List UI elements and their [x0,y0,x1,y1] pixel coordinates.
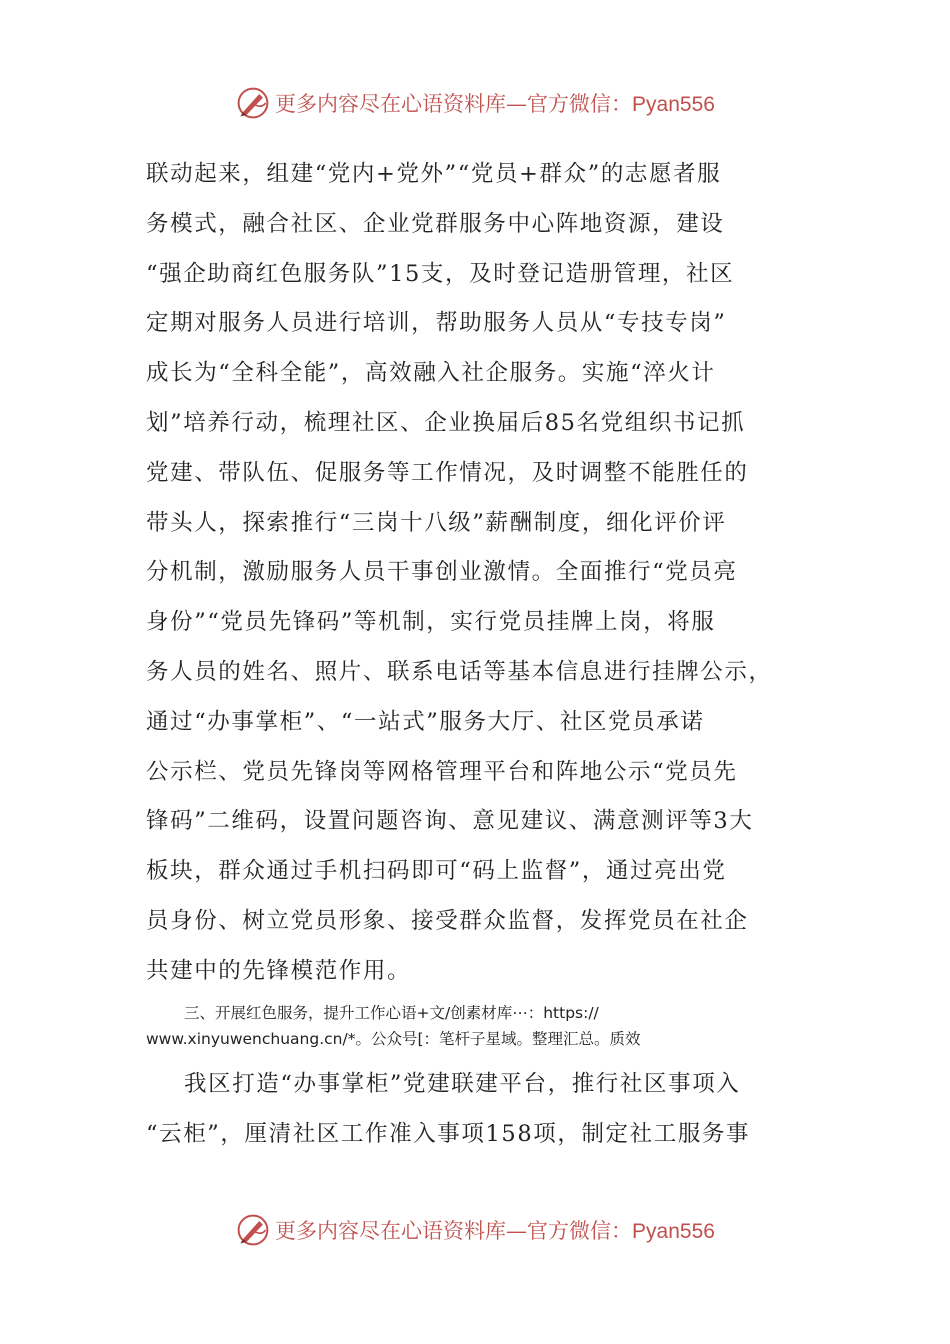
text-line: 板块，群众通过手机扫码即可“码上监督”，通过亮出党 [146,858,727,885]
header-banner [0,83,950,123]
text-line: 锋码”二维码，设置问题咨询、意见建议、满意测评等3大 [146,808,754,835]
text-line: 务人员的姓名、照片、联系电话等基本信息进行挂牌公示， [146,658,773,685]
text-line: 公示栏、党员先锋岗等网格管理平台和阵地公示“党员先 [146,758,738,785]
banner-text: 更多内容尽在心语资料库—官方微信：Pyan556 [275,92,715,116]
text-line: 我区打造“办事掌柜”党建联建平台，推行社区事项入 [184,1071,741,1097]
text-line: 务模式，融合社区、企业党群服务中心阵地资源，建设 [146,210,725,237]
text-line: 定期对服务人员进行培训，帮助服务人员从“专技专岗” [146,310,727,337]
pen-logo-icon [235,1212,271,1248]
text-line: “云柜”，厘清社区工作准入事项158项，制定社工服务事 [146,1120,751,1147]
text-line: 通过“办事掌柜”、“一站式”服务大厅、社区党员承诺 [146,708,705,735]
wechat-id: Pyan556 [632,93,715,116]
text-line: 共建中的先锋模范作用。 [146,957,412,984]
footer-banner [0,1210,950,1250]
heading-line-1: 三、开展红色服务，提升工作心语+文/创素材库⋯：https:// [184,1004,599,1022]
text-line: 成长为“全科全能”，高效融入社企服务。实施“淬火计 [146,360,716,387]
paragraph-1 [146,150,826,997]
text-line: 党建、带队伍、促服务等工作情况，及时调整不能胜任的 [146,459,749,486]
text-line: 划”培养行动，梳理社区、企业换届后85名党组织书记抓 [146,409,746,436]
text-line: “强企助商红色服务队”15支，及时登记造册管理，社区 [146,260,735,287]
text-line: 联动起来，组建“党内+党外”“党员+群众”的志愿者服 [146,161,722,187]
paragraph-2 [146,1060,836,1160]
text-line: 分机制，激励服务人员干事创业激情。全面推行“党员亮 [146,559,738,586]
pen-logo-icon [235,85,271,121]
text-line: 带头人，探索推行“三岗十八级”薪酬制度，细化评价评 [146,509,727,536]
banner-text: 更多内容尽在心语资料库—官方微信：Pyan556 [275,1219,715,1243]
wechat-id: Pyan556 [632,1220,715,1243]
heading-line-2: www.xinyuwenchuang.cn/*。公众号[：笔杆子星域。整理汇总。质效 [146,1030,641,1048]
section-heading [146,1000,836,1052]
text-line: 员身份、树立党员形象、接受群众监督，发挥党员在社企 [146,907,749,934]
text-line: 身份”“党员先锋码”等机制，实行党员挂牌上岗，将服 [146,609,716,636]
